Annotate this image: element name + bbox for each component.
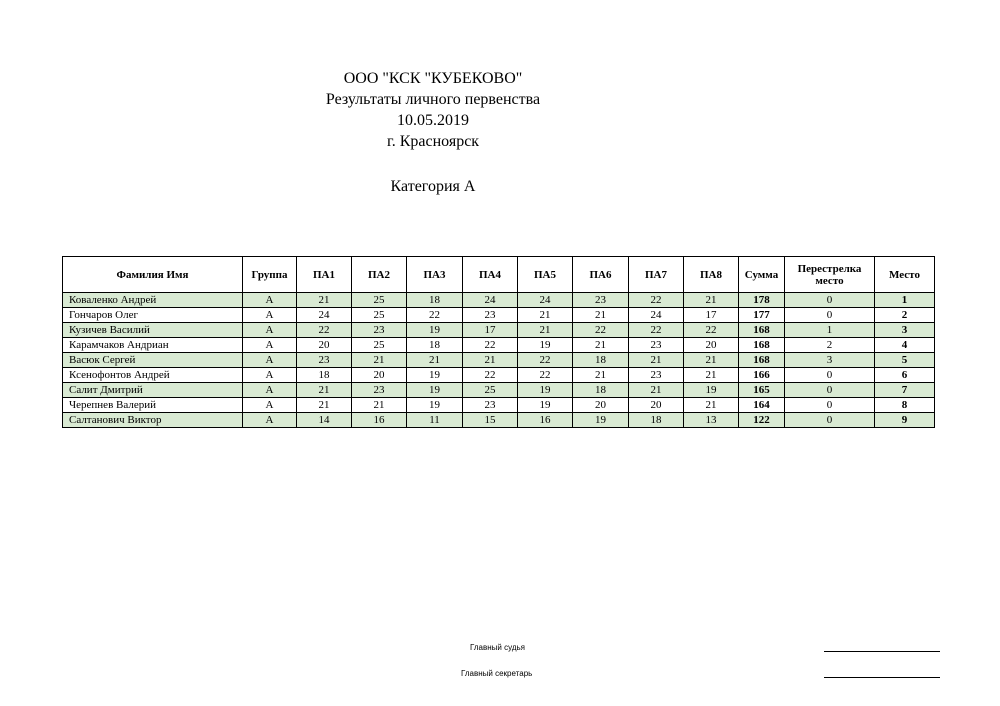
cell-pa1: 20 <box>297 338 352 353</box>
cell-group: А <box>243 323 297 338</box>
cell-place: 9 <box>875 413 935 428</box>
table-header-row <box>63 257 935 293</box>
cell-pa1: 21 <box>297 398 352 413</box>
cell-pa7: 23 <box>629 338 684 353</box>
cell-shootoff: 1 <box>785 323 875 338</box>
col-header-place: Место <box>875 257 935 293</box>
cell-pa5: 16 <box>518 413 573 428</box>
cell-pa6: 19 <box>573 413 629 428</box>
cell-pa6: 21 <box>573 308 629 323</box>
cell-pa4: 24 <box>463 293 518 308</box>
table-row <box>63 338 935 353</box>
col-header-sum: Сумма <box>739 257 785 293</box>
col-header-pa1: ПА1 <box>297 257 352 293</box>
cell-pa4: 21 <box>463 353 518 368</box>
cell-pa2: 25 <box>352 293 407 308</box>
cell-sum: 178 <box>739 293 785 308</box>
cell-pa1: 21 <box>297 293 352 308</box>
cell-pa6: 23 <box>573 293 629 308</box>
table-row <box>63 368 935 383</box>
cell-name: Карамчаков Андриан <box>63 338 243 353</box>
cell-pa7: 23 <box>629 368 684 383</box>
cell-group: А <box>243 368 297 383</box>
cell-shootoff: 0 <box>785 413 875 428</box>
cell-place: 1 <box>875 293 935 308</box>
cell-pa1: 18 <box>297 368 352 383</box>
cell-pa8: 20 <box>684 338 739 353</box>
cell-pa3: 18 <box>407 293 463 308</box>
cell-pa3: 11 <box>407 413 463 428</box>
cell-place: 7 <box>875 383 935 398</box>
cell-pa6: 18 <box>573 353 629 368</box>
category-title: Категория А <box>390 178 476 195</box>
table-row <box>63 413 935 428</box>
cell-sum: 168 <box>739 338 785 353</box>
col-header-name: Фамилия Имя <box>63 257 243 293</box>
chief-secretary-signature-line <box>824 677 940 678</box>
cell-pa2: 25 <box>352 308 407 323</box>
cell-pa5: 22 <box>518 353 573 368</box>
cell-name: Салтанович Виктор <box>63 413 243 428</box>
results-table <box>62 256 935 428</box>
cell-name: Васюк Сергей <box>63 353 243 368</box>
cell-group: А <box>243 383 297 398</box>
cell-pa5: 19 <box>518 383 573 398</box>
cell-pa4: 23 <box>463 398 518 413</box>
cell-place: 3 <box>875 323 935 338</box>
cell-shootoff: 3 <box>785 353 875 368</box>
cell-shootoff: 2 <box>785 338 875 353</box>
cell-pa8: 22 <box>684 323 739 338</box>
cell-name: Гончаров Олег <box>63 308 243 323</box>
cell-name: Черепнев Валерий <box>63 398 243 413</box>
cell-sum: 168 <box>739 323 785 338</box>
cell-pa5: 22 <box>518 368 573 383</box>
results-body <box>63 293 935 428</box>
event-city: г. Красноярск <box>386 133 480 150</box>
cell-pa5: 21 <box>518 308 573 323</box>
cell-place: 4 <box>875 338 935 353</box>
col-header-group: Группа <box>243 257 297 293</box>
cell-pa7: 21 <box>629 353 684 368</box>
document-title: Результаты личного первенства <box>325 91 541 108</box>
cell-pa7: 20 <box>629 398 684 413</box>
cell-pa8: 19 <box>684 383 739 398</box>
table-row <box>63 383 935 398</box>
cell-place: 5 <box>875 353 935 368</box>
cell-pa1: 14 <box>297 413 352 428</box>
col-header-pa4: ПА4 <box>463 257 518 293</box>
cell-pa1: 24 <box>297 308 352 323</box>
cell-pa3: 21 <box>407 353 463 368</box>
cell-pa2: 23 <box>352 383 407 398</box>
cell-pa2: 16 <box>352 413 407 428</box>
cell-pa6: 18 <box>573 383 629 398</box>
cell-pa2: 25 <box>352 338 407 353</box>
cell-pa7: 22 <box>629 293 684 308</box>
cell-pa4: 23 <box>463 308 518 323</box>
cell-sum: 122 <box>739 413 785 428</box>
cell-pa2: 23 <box>352 323 407 338</box>
cell-place: 6 <box>875 368 935 383</box>
cell-pa5: 19 <box>518 338 573 353</box>
chief-judge-signature-line <box>824 651 940 652</box>
table-row <box>63 293 935 308</box>
cell-pa3: 19 <box>407 323 463 338</box>
cell-pa2: 20 <box>352 368 407 383</box>
cell-group: А <box>243 338 297 353</box>
cell-group: А <box>243 398 297 413</box>
cell-group: А <box>243 293 297 308</box>
cell-sum: 166 <box>739 368 785 383</box>
col-header-pa8: ПА8 <box>684 257 739 293</box>
cell-pa4: 22 <box>463 338 518 353</box>
cell-name: Кузичев Василий <box>63 323 243 338</box>
cell-pa8: 21 <box>684 353 739 368</box>
cell-pa7: 24 <box>629 308 684 323</box>
chief-secretary-label: Главный секретарь <box>461 669 533 678</box>
cell-pa4: 25 <box>463 383 518 398</box>
cell-pa2: 21 <box>352 398 407 413</box>
cell-pa6: 21 <box>573 368 629 383</box>
col-header-pa6: ПА6 <box>573 257 629 293</box>
cell-name: Ксенофонтов Андрей <box>63 368 243 383</box>
cell-shootoff: 0 <box>785 383 875 398</box>
chief-judge-label: Главный судья <box>470 643 526 652</box>
table-row <box>63 323 935 338</box>
cell-place: 8 <box>875 398 935 413</box>
cell-pa3: 19 <box>407 398 463 413</box>
cell-name: Салит Дмитрий <box>63 383 243 398</box>
col-header-pa2: ПА2 <box>352 257 407 293</box>
cell-group: А <box>243 308 297 323</box>
cell-pa8: 21 <box>684 293 739 308</box>
col-header-pa3: ПА3 <box>407 257 463 293</box>
cell-shootoff: 0 <box>785 293 875 308</box>
cell-pa7: 22 <box>629 323 684 338</box>
cell-pa3: 19 <box>407 383 463 398</box>
table-row <box>63 353 935 368</box>
cell-group: А <box>243 353 297 368</box>
cell-pa8: 17 <box>684 308 739 323</box>
cell-pa1: 23 <box>297 353 352 368</box>
cell-place: 2 <box>875 308 935 323</box>
col-header-pa7: ПА7 <box>629 257 684 293</box>
cell-pa1: 22 <box>297 323 352 338</box>
cell-pa4: 17 <box>463 323 518 338</box>
cell-name: Коваленко Андрей <box>63 293 243 308</box>
cell-pa4: 22 <box>463 368 518 383</box>
cell-pa8: 13 <box>684 413 739 428</box>
cell-pa2: 21 <box>352 353 407 368</box>
cell-pa6: 22 <box>573 323 629 338</box>
cell-pa3: 22 <box>407 308 463 323</box>
col-header-shootoff: Перестрелка место <box>785 257 875 293</box>
cell-pa5: 19 <box>518 398 573 413</box>
cell-sum: 164 <box>739 398 785 413</box>
cell-pa8: 21 <box>684 368 739 383</box>
cell-group: А <box>243 413 297 428</box>
cell-pa5: 21 <box>518 323 573 338</box>
cell-sum: 165 <box>739 383 785 398</box>
organization-name: ООО "КСК "КУБЕКОВО" <box>343 70 523 87</box>
cell-pa7: 21 <box>629 383 684 398</box>
cell-pa5: 24 <box>518 293 573 308</box>
cell-pa8: 21 <box>684 398 739 413</box>
cell-sum: 168 <box>739 353 785 368</box>
cell-pa4: 15 <box>463 413 518 428</box>
cell-shootoff: 0 <box>785 368 875 383</box>
table-row <box>63 308 935 323</box>
table-row <box>63 398 935 413</box>
cell-pa1: 21 <box>297 383 352 398</box>
cell-sum: 177 <box>739 308 785 323</box>
cell-pa3: 18 <box>407 338 463 353</box>
col-header-pa5: ПА5 <box>518 257 573 293</box>
cell-pa6: 20 <box>573 398 629 413</box>
document-header <box>0 68 866 152</box>
cell-shootoff: 0 <box>785 398 875 413</box>
event-date: 10.05.2019 <box>397 112 469 129</box>
cell-pa7: 18 <box>629 413 684 428</box>
cell-shootoff: 0 <box>785 308 875 323</box>
cell-pa6: 21 <box>573 338 629 353</box>
cell-pa3: 19 <box>407 368 463 383</box>
